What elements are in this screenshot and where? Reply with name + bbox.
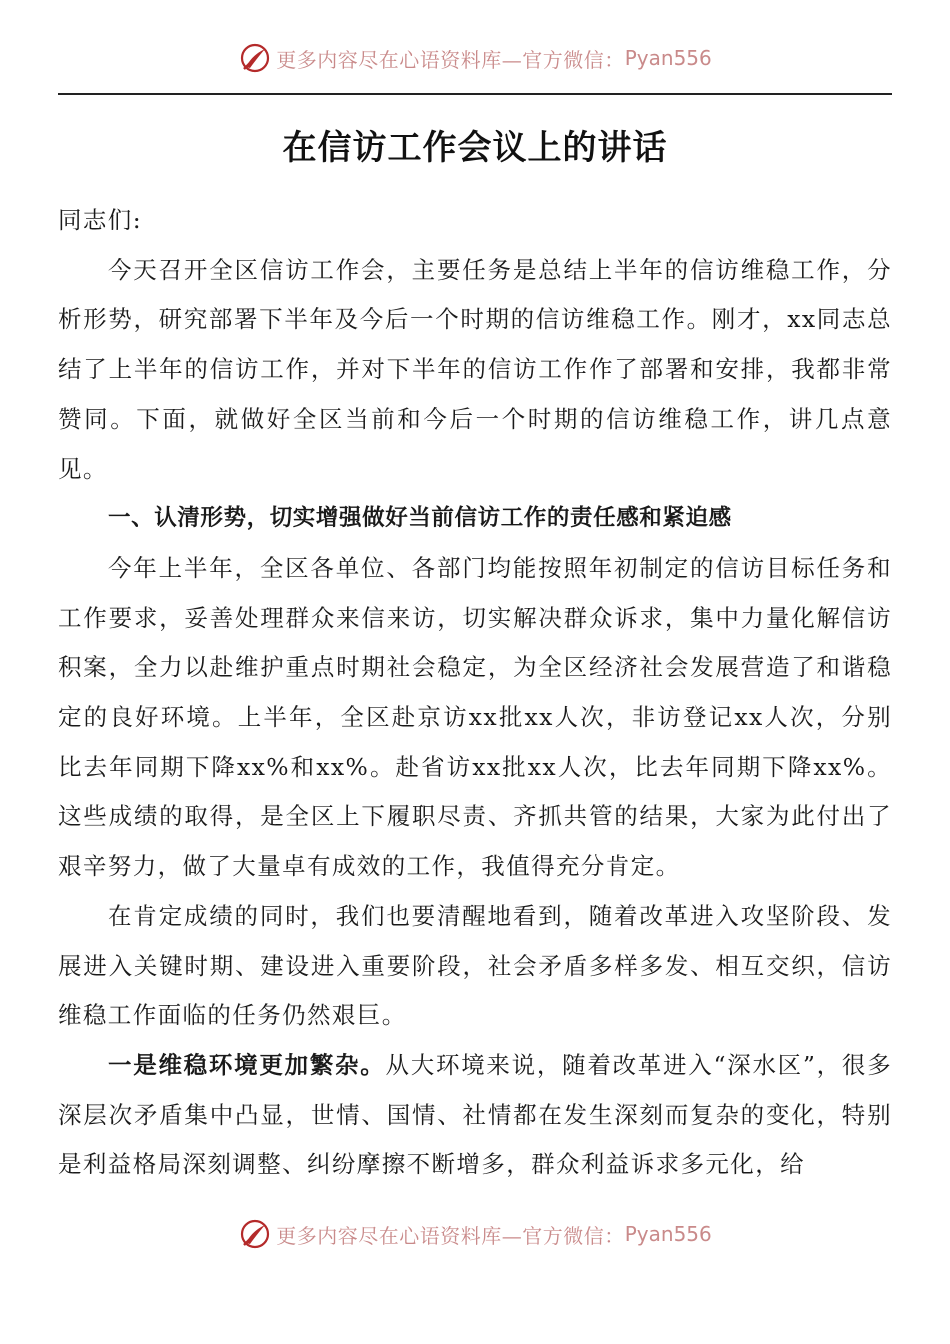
document-title: 在信访工作会议上的讲话 (282, 128, 668, 168)
watermark-logo-icon (238, 1217, 272, 1251)
salutation: 同志们: (58, 206, 143, 234)
watermark-logo-icon (238, 41, 272, 75)
paragraph-point-1 (58, 1041, 892, 1190)
header-divider (58, 93, 892, 95)
document-body (58, 196, 892, 1190)
paragraph-achievements: 今年上半年，全区各单位、各部门均能按照年初制定的信访目标任务和工作要求，妥善处理群众来信来访，切实解决群众诉求，集中力量化解信访积案，全力以赴维护重点时期社会稳定，为全区经济社会发展营造了和谐稳定的良好环境。上半年，全区赴京访xx批xx人次，非访登记xx人次，分别比去年同期下降xx%和xx%。赴省访xx批xx人次，比去年同期下降xx%。这些成绩的取得，是全区上下履职尽责、齐抓共管的结果，大家为此付出了艰辛努力，做了大量卓有成效的工作，我值得充分肯定。 (58, 553, 892, 881)
point-1-text: 从大环境来说，随着改革进入“深水区”，很多深层次矛盾集中凸显，世情、国情、社情都在发生深刻而复杂的变化，特别是利益格局深刻调整、纠纷摩擦不断增多，群众利益诉求多元化，给 (58, 1050, 892, 1179)
paragraph-challenges: 在肯定成绩的同时，我们也要清醒地看到，随着改革进入攻坚阶段、发展进入关键时期、建设进入重要阶段，社会矛盾多样多发、相互交织，信访维稳工作面临的任务仍然艰巨。 (58, 901, 892, 1030)
section-heading-1: 一、认清形势，切实增强做好当前信访工作的责任感和紧迫感 (108, 505, 732, 532)
watermark-wechat-id: Pyan556 (624, 46, 712, 70)
watermark-wechat-id: Pyan556 (624, 1222, 712, 1246)
watermark-text: 更多内容尽在心语资料库—官方微信： (276, 1223, 625, 1248)
paragraph-intro: 今天召开全区信访工作会，主要任务是总结上半年的信访维稳工作，分析形势，研究部署下半年及今后一个时期的信访维稳工作。刚才，xx同志总结了上半年的信访工作，并对下半年的信访工作作了部署和安排，我都非常赞同。下面，就做好全区当前和今后一个时期的信访维稳工作，讲几点意见。 (58, 255, 892, 483)
point-1-lead: 一是维稳环境更加繁杂。 (108, 1050, 386, 1079)
watermark-text: 更多内容尽在心语资料库—官方微信： (276, 47, 625, 72)
watermark-banner-bottom (0, 1214, 950, 1254)
watermark-banner-top (0, 38, 950, 78)
